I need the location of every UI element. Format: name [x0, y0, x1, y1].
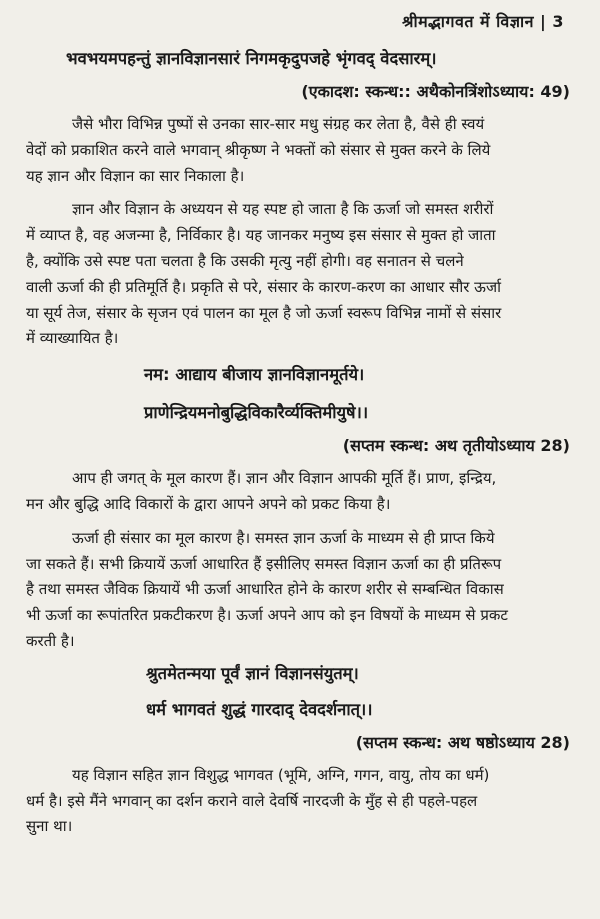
paragraph-4 — [26, 526, 574, 655]
paragraph-line: आप ही जगत् के मूल कारण हैं। ज्ञान और विज्ञान आपकी मूर्ति हैं। प्राण, इन्द्रिय, — [72, 469, 497, 488]
page-number: 3 — [552, 12, 564, 31]
paragraph-line: है तथा समस्त जैविक क्रियायें भी ऊर्जा आधारित होने के कारण शरीर से सम्बन्धित विकास — [26, 580, 504, 599]
paragraph-line: जैसे भौरा विभिन्न पुष्पों से उनका सार-सार मधु संग्रह कर लेता है, वैसे ही स्वयं — [72, 115, 485, 133]
running-head-title: श्रीमद्भागवत में विज्ञान — [402, 12, 535, 31]
paragraph-line: वेदों को प्रकाशित करने वाले भगवान् श्रीकृष्ण ने भक्तों को संसार से मुक्त करने के लिये — [26, 140, 491, 159]
paragraph-line: ज्ञान और विज्ञान के अध्ययन से यह स्पष्ट हो जाता है कि ऊर्जा जो समस्त शरीरों — [72, 200, 494, 219]
citation-2: (सप्तम स्कन्ध: अथ तृतीयोऽध्याय 28) — [342, 436, 570, 456]
running-head-separator: | — [540, 12, 547, 31]
verse-3-line-2: धर्म भागवतं शुद्धं गारदाद् देवदर्शनात्।। — [146, 699, 373, 719]
paragraph-line: वाली ऊर्जा की ही प्रतिमूर्ति है। प्रकृति से परे, संसार के कारण-करण का आधार सौर ऊर्जा — [26, 277, 501, 296]
paragraph-line: सुना था। — [26, 817, 73, 836]
paragraph-line: यह ज्ञान और विज्ञान का सार निकाला है। — [26, 166, 245, 185]
running-head — [26, 8, 574, 42]
paragraph-line: मन और बुद्धि आदि विकारों के द्वारा आपने अपने को प्रकट किया है। — [26, 494, 391, 513]
verse-3-line-1: श्रुतमेतन्मया पूर्वं ज्ञानं विज्ञानसंयुतम्। — [146, 663, 359, 683]
paragraph-line: धर्म है। इसे मैंने भगवान् का दर्शन कराने वाले देवर्षि नारदजी के मुँह से ही पहले-पहल — [26, 791, 478, 810]
paragraph-line: है, क्योंकि उसे स्पष्ट पता चलता है कि उसकी मृत्यु नहीं होगी। वह सनातन से चलने — [26, 251, 464, 270]
paragraph-line: में व्याप्त है, वह अजन्मा है, निर्विकार है। यह जानकर मनुष्य इस संसार से मुक्त हो जाता — [26, 226, 496, 245]
verse-1: भवभयमपहन्तुं ज्ञानविज्ञानसारं निगमकृदुपजहे भृंगवद् वेदसारम्। — [66, 49, 437, 68]
paragraph-1 — [26, 112, 574, 189]
paragraph-line: ऊर्जा ही संसार का मूल कारण है। समस्त ज्ञान ऊर्जा के माध्यम से ही प्राप्त किये — [72, 528, 495, 547]
paragraph-line: करती है। — [26, 631, 75, 650]
verse-2-line-2: प्राणेन्द्रियमनोबुद्धिविकारैर्व्यक्तिमीयुषे।। — [144, 403, 369, 423]
verse-2-line-1: नम: आद्याय बीजाय ज्ञानविज्ञानमूर्तये। — [144, 365, 365, 385]
citation-1: (एकादश: स्कन्ध:: अथैकोनत्रिंशोऽध्याय: 49) — [301, 82, 570, 101]
paragraph-line: में व्याख्यायित है। — [26, 329, 119, 348]
paragraph-3 — [26, 466, 574, 518]
paragraph-line: भी ऊर्जा का रूपांतरित प्रकटीकरण है। ऊर्जा अपने आप को इन विषयों के माध्यम से प्रकट — [26, 606, 508, 625]
citation-3: (सप्तम स्कन्ध: अथ षष्ठोऽध्याय 28) — [355, 732, 570, 752]
paragraph-5 — [26, 763, 574, 840]
paragraph-line: यह विज्ञान सहित ज्ञान विशुद्ध भागवत (भूमि, अग्नि, गगन, वायु, तोय का धर्म) — [72, 765, 490, 784]
paragraph-2 — [26, 197, 574, 352]
paragraph-line: या सूर्य तेज, संसार के सृजन एवं पालन का मूल है जो ऊर्जा स्वरूप विभिन्न नामों से संसार — [26, 303, 502, 322]
paragraph-line: जा सकते हैं। सभी क्रियायें ऊर्जा आधारित हैं इसीलिए समस्त विज्ञान ऊर्जा का ही प्रतिरूप — [26, 554, 502, 573]
